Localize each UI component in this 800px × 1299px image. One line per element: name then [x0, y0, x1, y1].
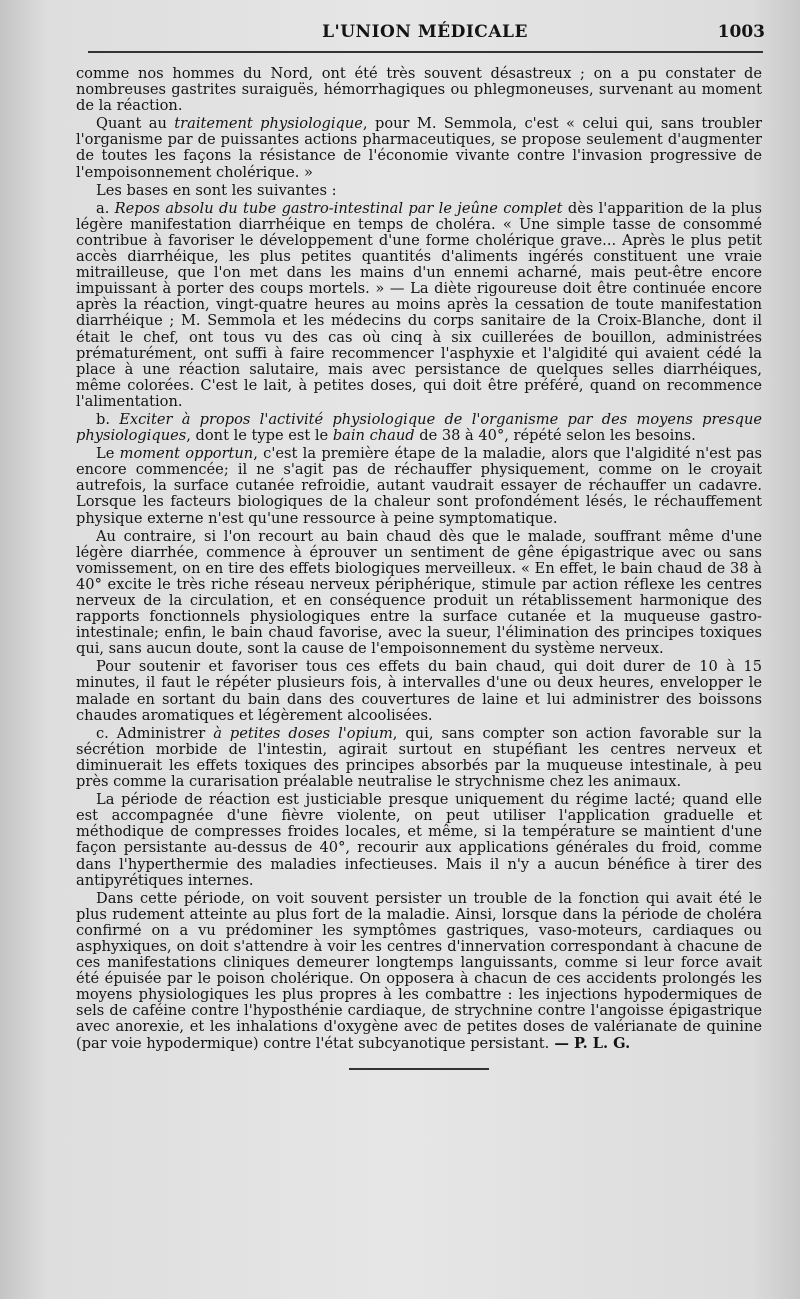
paragraph: b. Exciter à propos l'activité physiologique de l'organisme par des moyens presque physiologiques, dont le type est le bain chaud de 38 à 40°, répété selon les besoins. [76, 410, 762, 445]
paragraph: Au contraire, si l'on recourt au bain chaud dès que le malade, souffrant même d'une légère diarrhée, commence à éprouver un sentiment de gêne épigastrique avec ou sans vomissement, on en tire des effets biologiques merveilleux. « En effet, le bain chaud de 38 à 40° excite le très riche réseau nerveux périphérique, stimule par action réflexe les centres nerveux de la circulation, et en conséquence produit un rétablissement harmonique des rapports fonctionnels physiologiques entre la surface cutanée et la muqueuse gastro-intestinale; enfin, le bain chaud favorise, avec la sueur, l'élimination des principes toxiques qui, sans aucun doute, sont la cause de l'empoisonnement du système nerveux. [76, 527, 762, 658]
page-header [85, 22, 765, 52]
paragraph: Quant au traitement physiologique, pour M. Semmola, c'est « celui qui, sans troubler l'organisme par de puissantes actions pharmaceutiques, se propose seulement d'augmenter de toutes les façons la résistance de l'économie vivante contre l'invasion progressive de l'empoisonnement cholérique. » [76, 115, 762, 181]
header-rule [88, 51, 763, 53]
paragraph: Pour soutenir et favoriser tous ces effets du bain chaud, qui doit durer de 10 à 15 minutes, il faut le répéter plusieurs fois, à intervalles d'une ou deux heures, envelopper le malade en sortant du bain dans des couvertures de laine et lui administrer des boissons chaudes aromatiques et légèrement alcoolisées. [76, 658, 762, 724]
emphasis: à petites doses l'opium [213, 724, 393, 742]
running-title: L'UNION MÉDICALE [322, 22, 528, 42]
paragraph: Les bases en sont les suivantes : [96, 181, 337, 199]
page-number: 1003 [717, 22, 765, 42]
paragraph: La période de réaction est justiciable presque uniquement du régime lacté; quand elle est accompagnée d'une fièvre violente, on peut utiliser l'application graduelle et méthodique de compresses froides locales, et même, si la température se maintient d'une façon persistante au-dessus de 40°, recourir aux applications générales du froid, comme dans l'hyperthermie des maladies infectieuses. Mais il n'y a aucun bénéfice à tirer des antipyrétiques internes. [76, 791, 762, 889]
paragraph: Le moment opportun, c'est la première étape de la maladie, alors que l'algidité n'est pas encore commencée; il ne s'agit pas de réchauffer physiquement, comme on le croyait autrefois, la surface cutanée refroidie, autant vaudrait essayer de réchauffer un cadavre. Lorsque les facteurs biologiques de la chaleur sont profondément lésés, le réchauffement physique externe n'est qu'une ressource à peine symptomatique. [76, 445, 763, 527]
end-rule [349, 1068, 489, 1070]
emphasis: moment opportun [119, 445, 254, 463]
emphasis: Repos absolu du tube gastro-intestinal par le jeûne complet [114, 199, 563, 217]
emphasis: traitement physiologique [174, 115, 363, 133]
paragraph: comme nos hommes du Nord, ont été très souvent désastreux ; on a pu constater de nombreuses gastrites suraiguës, hémorrhagiques ou phlegmoneuses, survenant au moment de la réaction. [76, 65, 762, 115]
paragraph: Dans cette période, on voit souvent persister un trouble de la fonction qui avait été le plus rudement atteinte au plus fort de la maladie. Ainsi, lorsque dans la période de choléra confirmé on a vu prédominer les symptômes gastriques, vaso-moteurs, cardiaques ou asphyxiques, on doit s'attendre à voir les centres d'innervation correspondant à chacune de ces manifestations cliniques demeurer longtemps languissants, comme si leur force avait été épuisée par le poison cholérique. On opposera à chacun de ces accidents prolongés les moyens physiologiques les plus propres à les combattre : les injections hypodermiques de sels de caféine contre l'hyposthénie cardiaque, de strychnine contre l'angoisse épigastrique avec anorexie, et les inhalations d'oxygène avec de petites doses de valérianate de quinine (par voie hypodermique) contre l'état subcyanotique persistant. — P. L. G. [76, 889, 762, 1052]
paragraph: a. Repos absolu du tube gastro-intestinal par le jeûne complet dès l'apparition de la plus légère manifestation diarrhéique en temps de choléra. « Une simple tasse de consommé contribue à favoriser le développement d'une forme cholérique grave... Après le plus petit accès diarrhéique, les plus petites quantités d'aliments ingérés constituent une vraie mitrailleuse, que l'on met dans les mains d'un ennemi acharné, mais peut-être encore impuissant à porter des coups mortels. » — La diète rigoureuse doit être continuée encore après la réaction, vingt-quatre heures au moins après la cessation de toute manifestation diarrhéique ; M. Semmola et les médecins du corps sanitaire de la Croix-Blanche, dont il était le chef, ont tous vu des cas où cinq à six cuillerées de bouillon, administrées prématurément, ont suffi à faire recommencer l'asphyxie et l'algidité qui avaient cédé la place à une réaction salutaire, mais avec persistance de quelques selles diarrhéiques, même colorées. C'est le lait, à petites doses, qui doit être préféré, quand on recommence l'alimentation. [76, 199, 762, 410]
paragraph: c. Administrer à petites doses l'opium, qui, sans compter son action favorable sur la sécrétion morbide de l'intestin, agirait surtout en stupéfiant les centres nerveux et diminuerait les effets toxiques des principes absorbés par la muqueuse intestinale, à peu près comme la curarisation préalable neutralise le strychnisme chez les animaux. [76, 724, 762, 791]
emphasis: Exciter à propos l'activité physiologique de l'organisme par des moyens presque physiologiques [76, 410, 762, 445]
article-body [76, 66, 762, 1070]
author-signature: — P. L. G. [549, 1034, 631, 1052]
emphasis: bain chaud [332, 427, 415, 445]
